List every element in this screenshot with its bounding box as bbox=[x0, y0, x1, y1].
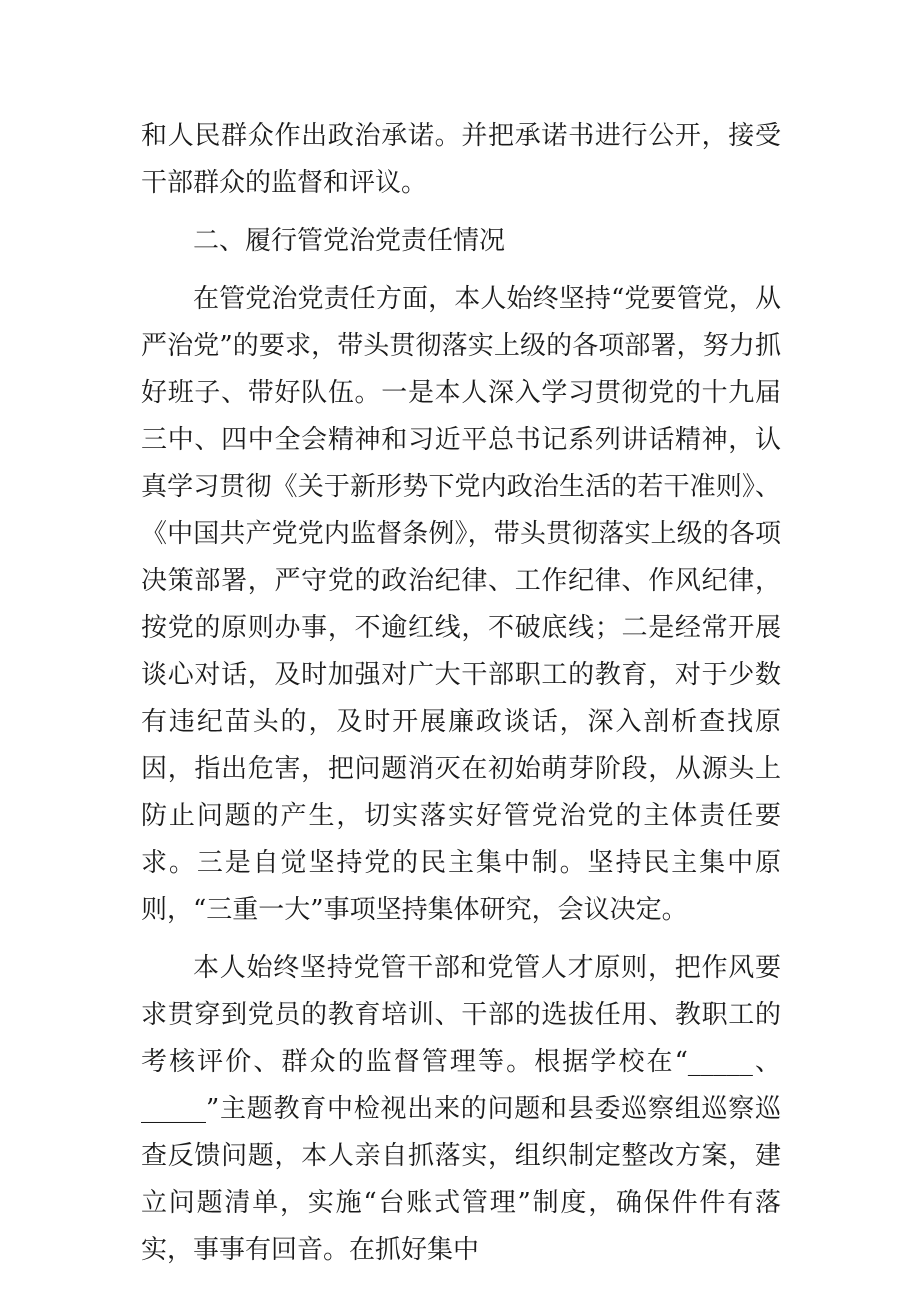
paragraph-body: 本人始终坚持党管干部和党管人才原则，把作风要求贯穿到党员的教育培训、干部的选拔任用、教职工的考核评价、群众的监督管理等。根据学校在“_____、_____”主题教育中检视出来的问题和县委巡察组巡察巡查反馈问题，本人亲自抓落实，组织制定整改方案，建立问题清单，实施“台账式管理”制度，确保件件有落实，事事有回音。在抓好集中 bbox=[141, 953, 781, 1265]
document-body bbox=[141, 113, 781, 1274]
paragraph-continuation: 和人民群众作出政治承诺。并把承诺书进行公开，接受干部群众的监督和评议。 bbox=[141, 121, 781, 198]
paragraph-body: 在管党治党责任方面，本人始终坚持“党要管党，从严治党”的要求，带头贯彻落实上级的各项部署，努力抓好班子、带好队伍。一是本人深入学习贯彻党的十九届三中、四中全会精神和习近平总书记系列讲话精神，认真学习贯彻《关于新形势下党内政治生活的若干准则》、《中国共产党党内监督条例》，带头贯彻落实上级的各项决策部署，严守党的政治纪律、工作纪律、作风纪律，按党的原则办事，不逾红线，不破底线；二是经常开展谈心对话，及时加强对广大干部职工的教育，对于少数有违纪苗头的，及时开展廉政谈话，深入剖析查找原因，指出危害，把问题消灭在初始萌芽阶段，从源头上防止问题的产生，切实落实好管党治党的主体责任要求。三是自觉坚持党的民主集中制。坚持民主集中原则，“三重一大”事项坚持集体研究，会议决定。 bbox=[141, 284, 781, 925]
section-heading: 二、履行管党治党责任情况 bbox=[193, 226, 506, 256]
